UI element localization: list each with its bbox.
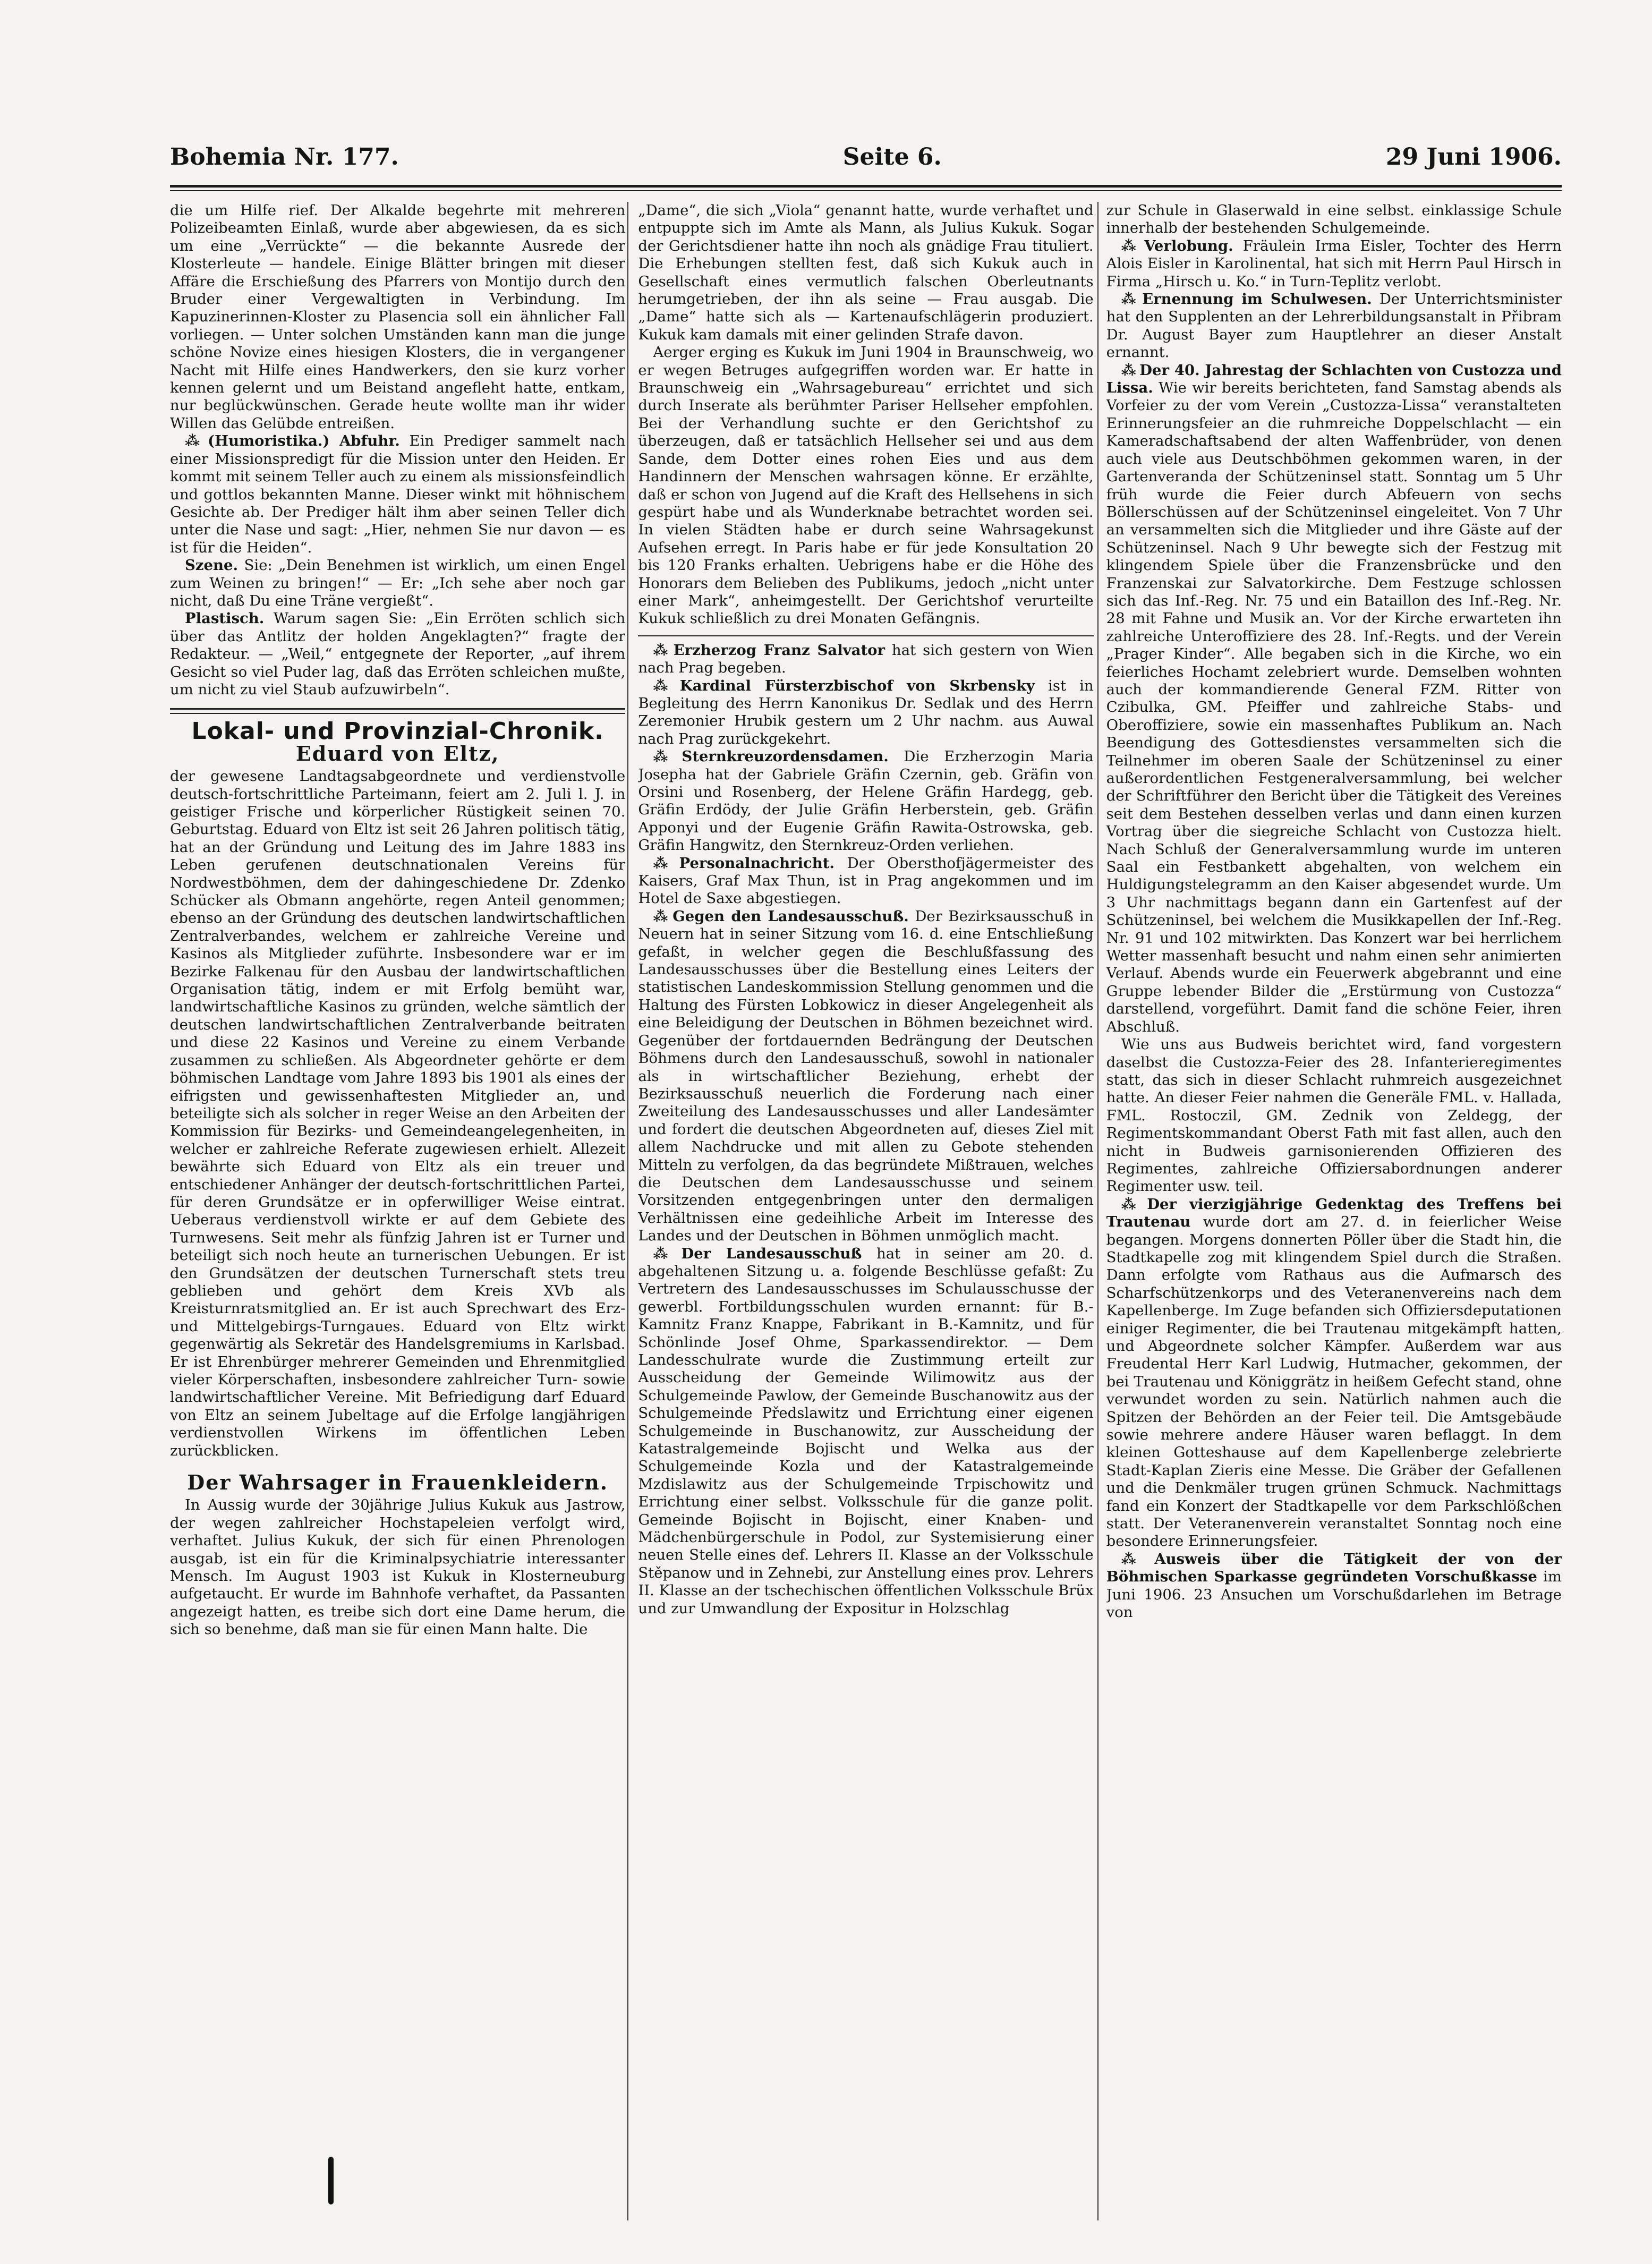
header-rule [170,185,1562,188]
article-keyword: Der Landesausschuß [681,1245,862,1262]
article-text: Der Obersthofjägermeister des Kaisers, Graf Max Thun, ist in Prag angekommen und im Hotel de Saxe abgestiegen. [638,854,1094,907]
article-paragraph [1106,1551,1562,1622]
article-text: die um Hilfe rief. Der Alkalde begehrte mit mehreren Polizeibeamten Einlaß, wurde aber abgewiesen, da es sich um eine „Verrückte“ — die bekannte Ausrede der Klosterleute — handele. Einige Blätter bringen mit dieser Affäre die Erschießung des Pfarrers von Montijo durch den Bruder einer Vergewaltigten in Verbindung. Im Kapuzinerinnen-Kloster zu Plasencia soll ein ähnlicher Fall vorliegen. — Unter solchen Umständen kann man die junge schöne Novize eines hiesigen Klosters, die in vergangener Nacht mit Hilfe eines Handwerkers, den sie kurz vorher kennen gelernt und um Beistand angefleht hatte, entkam, nur beglückwünschen. Gerade heute wollte man ihr wider Willen das Gelübde entreißen. [170,202,626,432]
article-text: Fräulein Irma Eisler, Tochter des Herrn Alois Eisler in Karolinental, hat sich mit Herrn Paul Hirsch in Firma „Hirsch u. Ko.“ in Turn-Teplitz verlobt. [1106,237,1562,290]
article-text: hat in seiner am 20. d. abgehaltenen Sitzung u. a. folgende Beschlüsse gefaßt: Zu Vertretern des Landesausschusses im Schulausschusse der gewerbl. Fortbildungsschulen wurden ernannt: für B.-Kamnitz Franz Knappe, Fabrikant in B.-Kamnitz, und für Schönlinde Josef Ohme, Sparkassendirektor. — Dem Landesschulrate wurde die Zustimmung erteilt zur Ausscheidung der Gemeinde Wilimowitz aus der Schulgemeinde Pawlow, der Gemeinde Buschanowitz aus der Schulgemeinde Předslawitz und Errichtung einer eigenen Schulgemeinde in Buschanowitz, zur Ausscheidung der Katastralgemeinde Bojischt und Welka aus der Schulgemeinde Kozla und der Katastralgemeinde Mzdislawitz aus der Schulgemeinde Trpischowitz und Errichtung einer selbst. Volksschule für die ganze polit. Gemeinde Bojischt in Bojischt, einer Knaben- und Mädchenbürgerschule in Podol, zur Systemisierung einer neuen Stelle eines def. Lehrers II. Klasse an der Volksschule Stěpanow und in Zehnebi, zur Anstellung eines prov. Lehrers II. Klasse an der tschechischen öffentlichen Volksschule Brüx und zur Umwandlung der Expositur in Holzschlag [638,1245,1094,1617]
article-keyword: Verlobung. [1144,237,1233,254]
article-keyword: Plastisch. [185,610,265,627]
article-text: ist in Begleitung des Herrn Kanonikus Dr. Sedlak und des Herrn Zeremonier Hrubik gestern um 2 Uhr nachm. aus Auwal nach Prag zurückgekehrt. [638,677,1094,747]
column-2 [638,202,1093,2220]
article-paragraph [638,642,1093,677]
article-keyword: Der 40. Jahrestag der Schlachten von Custozza und Lissa. [1106,361,1562,397]
section-title: Lokal- und Provinzial-Chronik. [191,718,604,745]
article-text: Wie uns aus Budweis berichtet wird, fand vorgestern daselbst die Custozza-Feier des 28. Infanterieregimentes statt, das sich in dieser Schlacht ruhmreich ausgezeichnet hatte. An dieser Feier nahmen die Generäle FML. v. Hallada, FML. Rostoczil, GM. Zednik von Zeldegg, der Regimentskommandant Oberst Fath mit fast allen, auch den nicht in Budweis garnisonierenden Offizieren des Regimentes, zahlreiche Offiziersabordnungen anderer Regimenter usw. teil. [1106,1036,1562,1195]
asterism-icon: ⁂ [653,677,677,694]
page-header [170,133,1562,181]
article-text: der gewesene Landtagsabgeordnete und verdienstvolle deutsch-fortschrittliche Parteimann, feiert am 2. Juli l. J. in geistiger Frische und körperlicher Rüstigkeit seinen 70. Geburtstag. Eduard von Eltz ist seit 26 Jahren politisch tätig, hat an der Gründung und Leitung des im Jahre 1883 ins Leben gerufenen deutschnationalen Vereins für Nordwestböhmen, dem der dahingeschiedene Dr. Zdenko Schücker als Obmann angehörte, regen Anteil genommen; ebenso an der Gründung des deutschen landwirtschaftlichen Zentralverbandes, welchem er zahlreiche Vereine und Kasinos als Mitglieder zuführte. Insbesondere war er im Bezirke Falkenau für den Ausbau der landwirtschaftlichen Organisation tätig, indem er mit Erfolg bemüht war, landwirtschaftliche Kasinos zu gründen, welche sämtlich der deutschen landwirtschaftlichen Zentralverbande beitraten und diese 22 Kasinos und Vereine zu einem Verbande zusammen zu schließen. Als Abgeordneter gehörte er dem böhmischen Landtage vom Jahre 1893 bis 1901 als eines der eifrigsten und gewissenhaftesten Mitglieder an, und beteiligte sich als solcher in reger Weise an den Arbeiten der Kommission für Bezirks- und Gemeindeangelegenheiten, in welcher er zahlreiche Referate zugewiesen erhielt. Allezeit bewährte sich Eduard von Eltz als ein treuer und entschiedener Anhänger der deutsch-fortschrittlichen Partei, für deren Grundsätze er in opferwilliger Weise eintrat. Ueberaus verdienstvoll wirkte er auf dem Gebiete des Turnwesens. Seit mehr als fünfzig Jahren ist er Turner und beteiligt sich noch heute an turnerischen Uebungen. Er ist den Grundsätzen der deutschen Turnerschaft stets treu geblieben und gehört dem Kreis XVb als Kreisturnratsmitglied an. Er ist auch Sprechwart des Erz- und Mittelgebirgs-Turngaues. Eduard von Eltz wirkt gegenwärtig als Sekretär des Handelsgremiums in Karlsbad. Er ist Ehrenbürger mehrerer Gemeinden und Ehrenmitglied vieler Körperschaften, insbesondere zahlreicher Turn- sowie landwirtschaftlicher Vereine. Mit Befriedigung darf Eduard von Eltz an seinem Jubeltage auf die Erfolge langjährigen verdienstvollen Wirkens im öffentlichen Leben zurückblicken. [170,768,626,1459]
asterism-icon: ⁂ [1121,1550,1152,1568]
article-keyword: Ernennung im Schulwesen. [1142,291,1372,308]
section-rule [638,635,1093,636]
header-date: 29 Juni 1906. [1385,143,1562,171]
asterism-icon: ⁂ [1121,237,1142,254]
header-rule-thin [170,190,1562,191]
article-paragraph [170,557,625,610]
article-keyword: Erzherzog Franz Salvator [673,641,885,659]
article-text: zur Schule in Glaserwald in eine selbst. einklassige Schule innerhalb der bestehenden Schulgemeinde. [1106,202,1562,237]
asterism-icon: ⁂ [653,641,670,659]
section-rule-thin [170,713,625,714]
newspaper-page [170,133,1562,2226]
asterism-icon: ⁂ [1121,291,1139,308]
article-text: Der Bezirksausschuß in Neuern hat in seiner Sitzung vom 16. d. eine Entschließung gefaßt, in welcher gegen die Beschlußfassung des Landesausschusses über die Bestellung eines Leiters der statistischen Landeskommission Stellung genommen und die Haltung des Fürsten Lobkowicz in dieser Angelegenheit als eine Beleidigung der Deutschen in Böhmen bezeichnet wird. Gegenüber der fortdauernden Bedrängung der Deutschen Böhmens durch den Landesausschuß, sowohl in nationaler als in wirtschaftlicher Beziehung, erhebt der Bezirksausschuß neuerlich die Forderung nach einer Zweiteilung des Landesausschusses und aller Landesämter und fordert die deutschen Abgeordneten auf, dieses Ziel mit allem Nachdrucke und mit allen zu Gebote stehenden Mitteln zu verfolgen, da das begründete Mißtrauen, welches die Deutschen dem Landesausschusse und seinem Vorsitzenden entgegenbringen unter den dermaligen Verhältnissen eine gedeihliche Arbeit im Interesse des Landes und der Deutschen in Böhmen unmöglich macht. [638,907,1094,1245]
column-3 [1106,202,1562,2220]
article-text: im Juni 1906. 23 Ansuchen um Vorschußdarlehen im Betrage von [1106,1568,1562,1621]
asterism-icon: ⁂ [653,1245,678,1262]
article-paragraph [170,610,625,699]
article-keyword: Personalnachricht. [679,854,835,872]
article-paragraph [1106,1196,1562,1551]
article-text: wurde dort am 27. d. in feierlicher Weise begangen. Morgens donnerten Pöller über die Stadt hin, die Stadtkapelle zog mit klingendem Spiel durch die Straßen. Dann erfolgte vom Rathaus aus die Aufmarsch des Scharfschützenkorps und des Veteranenvereins nach dem Kapellenberge. Im Zuge befanden sich Offiziersdeputationen einiger Regimenter, die bei Trautenau mitgekämpft hatten, und Abgeordnete solcher Kämpfer. Außerdem war aus Freudental Herr Karl Ludwig, Hutmacher, gekommen, der bei Trautenau und Königgrätz in heißem Gefecht stand, ohne verwundet worden zu sein. Natürlich nahmen auch die Spitzen der Behörden an der Feier teil. Die Amtsgebäude sowie mehrere andere Häuser waren beflaggt. In dem kleinen Gotteshause auf dem Kapellenberge zelebrierte Stadt-Kaplan Zieris eine Messe. Die Gräber der Gefallenen und die Denkmäler trugen grünen Schmuck. Nachmittags fand ein Konzert der Stadtkapelle vor dem Parkschlößchen statt. Der Veteranenverein veranstaltet Sonntag noch eine besondere Erinnerungsfeier. [1106,1213,1562,1550]
asterism-icon: ⁂ [1121,361,1137,379]
article-text: Wie wir bereits berichteten, fand Samstag abends als Vorfeier zu der vom Verein „Custozza-Lissa“ veranstalteten Erinnerungsfeier an die ruhmreiche Doppelschlacht — ein Kameradschaftsabend der alten Waffenbrüder, von denen auch viele aus Deutschböhmen gekommen waren, in der Gartenveranda der Schützeninsel statt. Sonntag um 5 Uhr früh wurde die Feier durch Abfeuern von sechs Böllerschüssen auf der Schützeninsel eingeleitet. Von 7 Uhr an versammelten sich die Mitglieder und ihre Gäste auf der Schützeninsel. Nach 9 Uhr bewegte sich der Festzug mit klingendem Spiele über die Franzensbrücke und den Franzenskai zur Salvatorkirche. Dem Festzuge schlossen sich das Inf.-Reg. Nr. 75 und ein Bataillon des Inf.-Reg. Nr. 28 mit Fahne und Musik an. Vor der Kirche erwarteten ihn zahlreiche Unteroffiziere des 28. Inf.-Regts. und der Verein „Prager Kinder“. Alle begaben sich in die Kirche, wo ein feierliches Hochamt zelebriert wurde. Demselben wohnten auch der kommandierende General FZM. Ritter von Czibulka, GM. Pfeiffer und zahlreiche Stabs- und Oberoffiziere, sowie ein massenhaftes Publikum an. Nach Beendigung des Gottesdienstes versammelten sich die Teilnehmer im oberen Saale der Schützeninsel zu einer außerordentlichen Festgeneralversammlung, bei welcher der Schriftführer den Bericht über die Tätigkeit des Vereines seit dem Bestehen desselben verlas und dann einen kurzen Vortrag über die siegreiche Schlacht von Custozza hielt. Nach Schluß der Generalversammlung wurde im unteren Saal ein Festbankett abgehalten, von welchem ein Huldigungstelegramm an den Kaiser abgesendet wurde. Um 3 Uhr nachmittags begann dann ein Gartenfest auf der Schützeninsel, bei welchem die Musikkapellen der Inf.-Reg. Nr. 91 und 102 mitwirkten. Das Konzert war bei herrlichem Wetter massenhaft besucht und nahm einen sehr animierten Verlauf. Abends wurde ein Feuerwerk abgebrannt und eine Gruppe lebender Bilder die „Erstürmung von Custozza“ darstellend, vorgeführt. Damit fand die schöne Feier, ihren Abschluß. [1106,379,1562,1035]
asterism-icon: ⁂ [1121,1195,1144,1213]
article-text: Ein Prediger sammelt nach einer Missionspredigt für die Mission unter den Heiden. Er kommt mit seinem Teller auch zu einem als missionsfeindlich und gottlos bekannten Manne. Dieser winkt mit höhnischem Gesichte ab. Der Prediger hält ihm aber seinen Teller dich unter die Nase und sagt: „Hier, nehmen Sie nur davon — es ist für die Heiden“. [170,432,626,556]
article-keyword: Kardinal Fürsterzbischof von Skrbensky [679,677,1035,694]
article-keyword: Ausweis über die Tätigkeit der von der Böhmischen Sparkasse gegründeten Vorschußkasse [1106,1550,1562,1586]
article-paragraph [638,748,1093,854]
article-title: Der Wahrsager in Frauenkleidern. [187,1470,609,1495]
article-keyword: (Humoristika.) Abfuhr. [208,432,400,450]
asterism-icon: ⁂ [653,748,679,765]
article-text: Warum sagen Sie: „Ein Erröten schlich sich über das Antlitz der holden Angeklagten?“ fragte der Redakteur. — „Weil,“ entgegnete der Reporter, „auf ihrem Gesicht so viel Puder lag, daß das Erröten schleichen mußte, um nicht zu viel Staub aufzuwirbeln“. [170,610,626,698]
article-text: „Dame“, die sich „Viola“ genannt hatte, wurde verhaftet und entpuppte sich im Amte als Mann, als Julius Kukuk. Sogar der Gerichtsdiener hatte ihn noch als gnädige Frau tituliert. Die Erhebungen stellten fest, daß sich Kukuk auch in Gesellschaft eines vermutlich falschen Oberleutnants herumgetrieben, der ihn als seine — Frau ausgab. Die „Dame“ hatte sich als — Kartenaufschlägerin produziert. Kukuk kam damals mit einer gelinden Strafe davon. [638,202,1094,343]
column-1 [170,202,625,2220]
ink-blot [328,2157,334,2205]
article-text: Sie: „Dein Benehmen ist wirklich, um einen Engel zum Weinen zu bringen!“ — Er: „Ich sehe aber noch gar nicht, daß Du eine Träne vergießt“. [170,557,626,609]
article-keyword: Szene. [185,557,239,574]
article-columns [170,202,1562,2220]
article-text: hat sich gestern von Wien nach Prag begeben. [638,641,1094,677]
article-text: Der Unterrichtsminister hat den Supplenten an der Lehrerbildungsanstalt in Přibram Dr. August Bayer zum Hauptlehrer an dieser Anstalt ernannt. [1106,291,1562,361]
asterism-icon: ⁂ [185,432,205,450]
article-paragraph [170,432,625,557]
article-keyword: Sternkreuzordensdamen. [682,748,889,765]
article-paragraph [638,1245,1093,1618]
article-text: In Aussig wurde der 30jährige Julius Kukuk aus Jastrow, der wegen zahlreicher Hochstapeleien verfolgt wird, verhaftet. Julius Kukuk, der sich für einen Phrenologen ausgab, ist ein für die Kriminalpsychiatrie interessanter Mensch. Im August 1903 ist Kukuk in Klosterneuburg aufgetaucht. Er wurde im Bahnhofe verhaftet, da Passanten angezeigt hatten, es treibe sich dort eine Dame herum, die sich so benehme, daß man sie für einen Mann halte. Die [170,1496,626,1638]
article-paragraph [638,677,1093,748]
article-keyword: Der vierzigjährige Gedenktag des Treffens bei Trautenau [1106,1195,1562,1231]
section-rule [170,708,625,710]
article-text: Die Erzherzogin Maria Josepha hat der Gabriele Gräfin Czernin, geb. Gräfin von Orsini und Rosenberg, der Helene Gräfin Hardegg, geb. Gräfin Erdödy, der Julie Gräfin Herberstein, geb. Gräfin Apponyi und der Eugenie Gräfin Rawita-Ostrowska, geb. Gräfin Hangwitz, den Sternkreuz-Orden verliehen. [638,748,1094,854]
article-keyword: Gegen den Landesausschuß. [672,907,909,925]
article-paragraph [638,908,1093,1245]
article-paragraph [1106,237,1562,291]
article-paragraph [1106,362,1562,1036]
article-paragraph [1106,291,1562,362]
article-paragraph [638,855,1093,908]
article-title: Eduard von Eltz, [295,741,500,765]
article-text: Aerger erging es Kukuk im Juni 1904 in Braunschweig, wo er wegen Betruges aufgegriffen worden war. Er hatte in Braunschweig ein „Wahrsagebureau“ errichtet und sich durch Inserate als berühmter Pariser Hellseher empfohlen. Bei der Verhandlung suchte er den Gerichtshof zu überzeugen, daß er tatsächlich Hellseher sei und aus dem Sande, dem Dotter eines rohen Eies und aus dem Handinnern der Menschen wahrsagen könne. Er erzählte, daß er schon von Jugend auf die Kraft des Hellsehens in sich gespürt habe und als Wunderknabe betrachtet worden sei. In vielen Städten habe er durch seine Wahrsagekunst Aufsehen erregt. In Paris habe er für jede Konsultation 20 bis 120 Franks erhalten. Uebrigens habe er die Höhe des Honorars dem Belieben des Publikums, jedoch „nicht unter einer Mark“, anheimgestellt. Der Gerichtshof verurteilte Kukuk schließlich zu drei Monaten Gefängnis. [638,344,1094,627]
asterism-icon: ⁂ [653,854,676,872]
asterism-icon: ⁂ [653,907,670,925]
header-paper-issue: Bohemia Nr. 177. [170,143,399,171]
header-page-number: Seite 6. [842,143,942,171]
